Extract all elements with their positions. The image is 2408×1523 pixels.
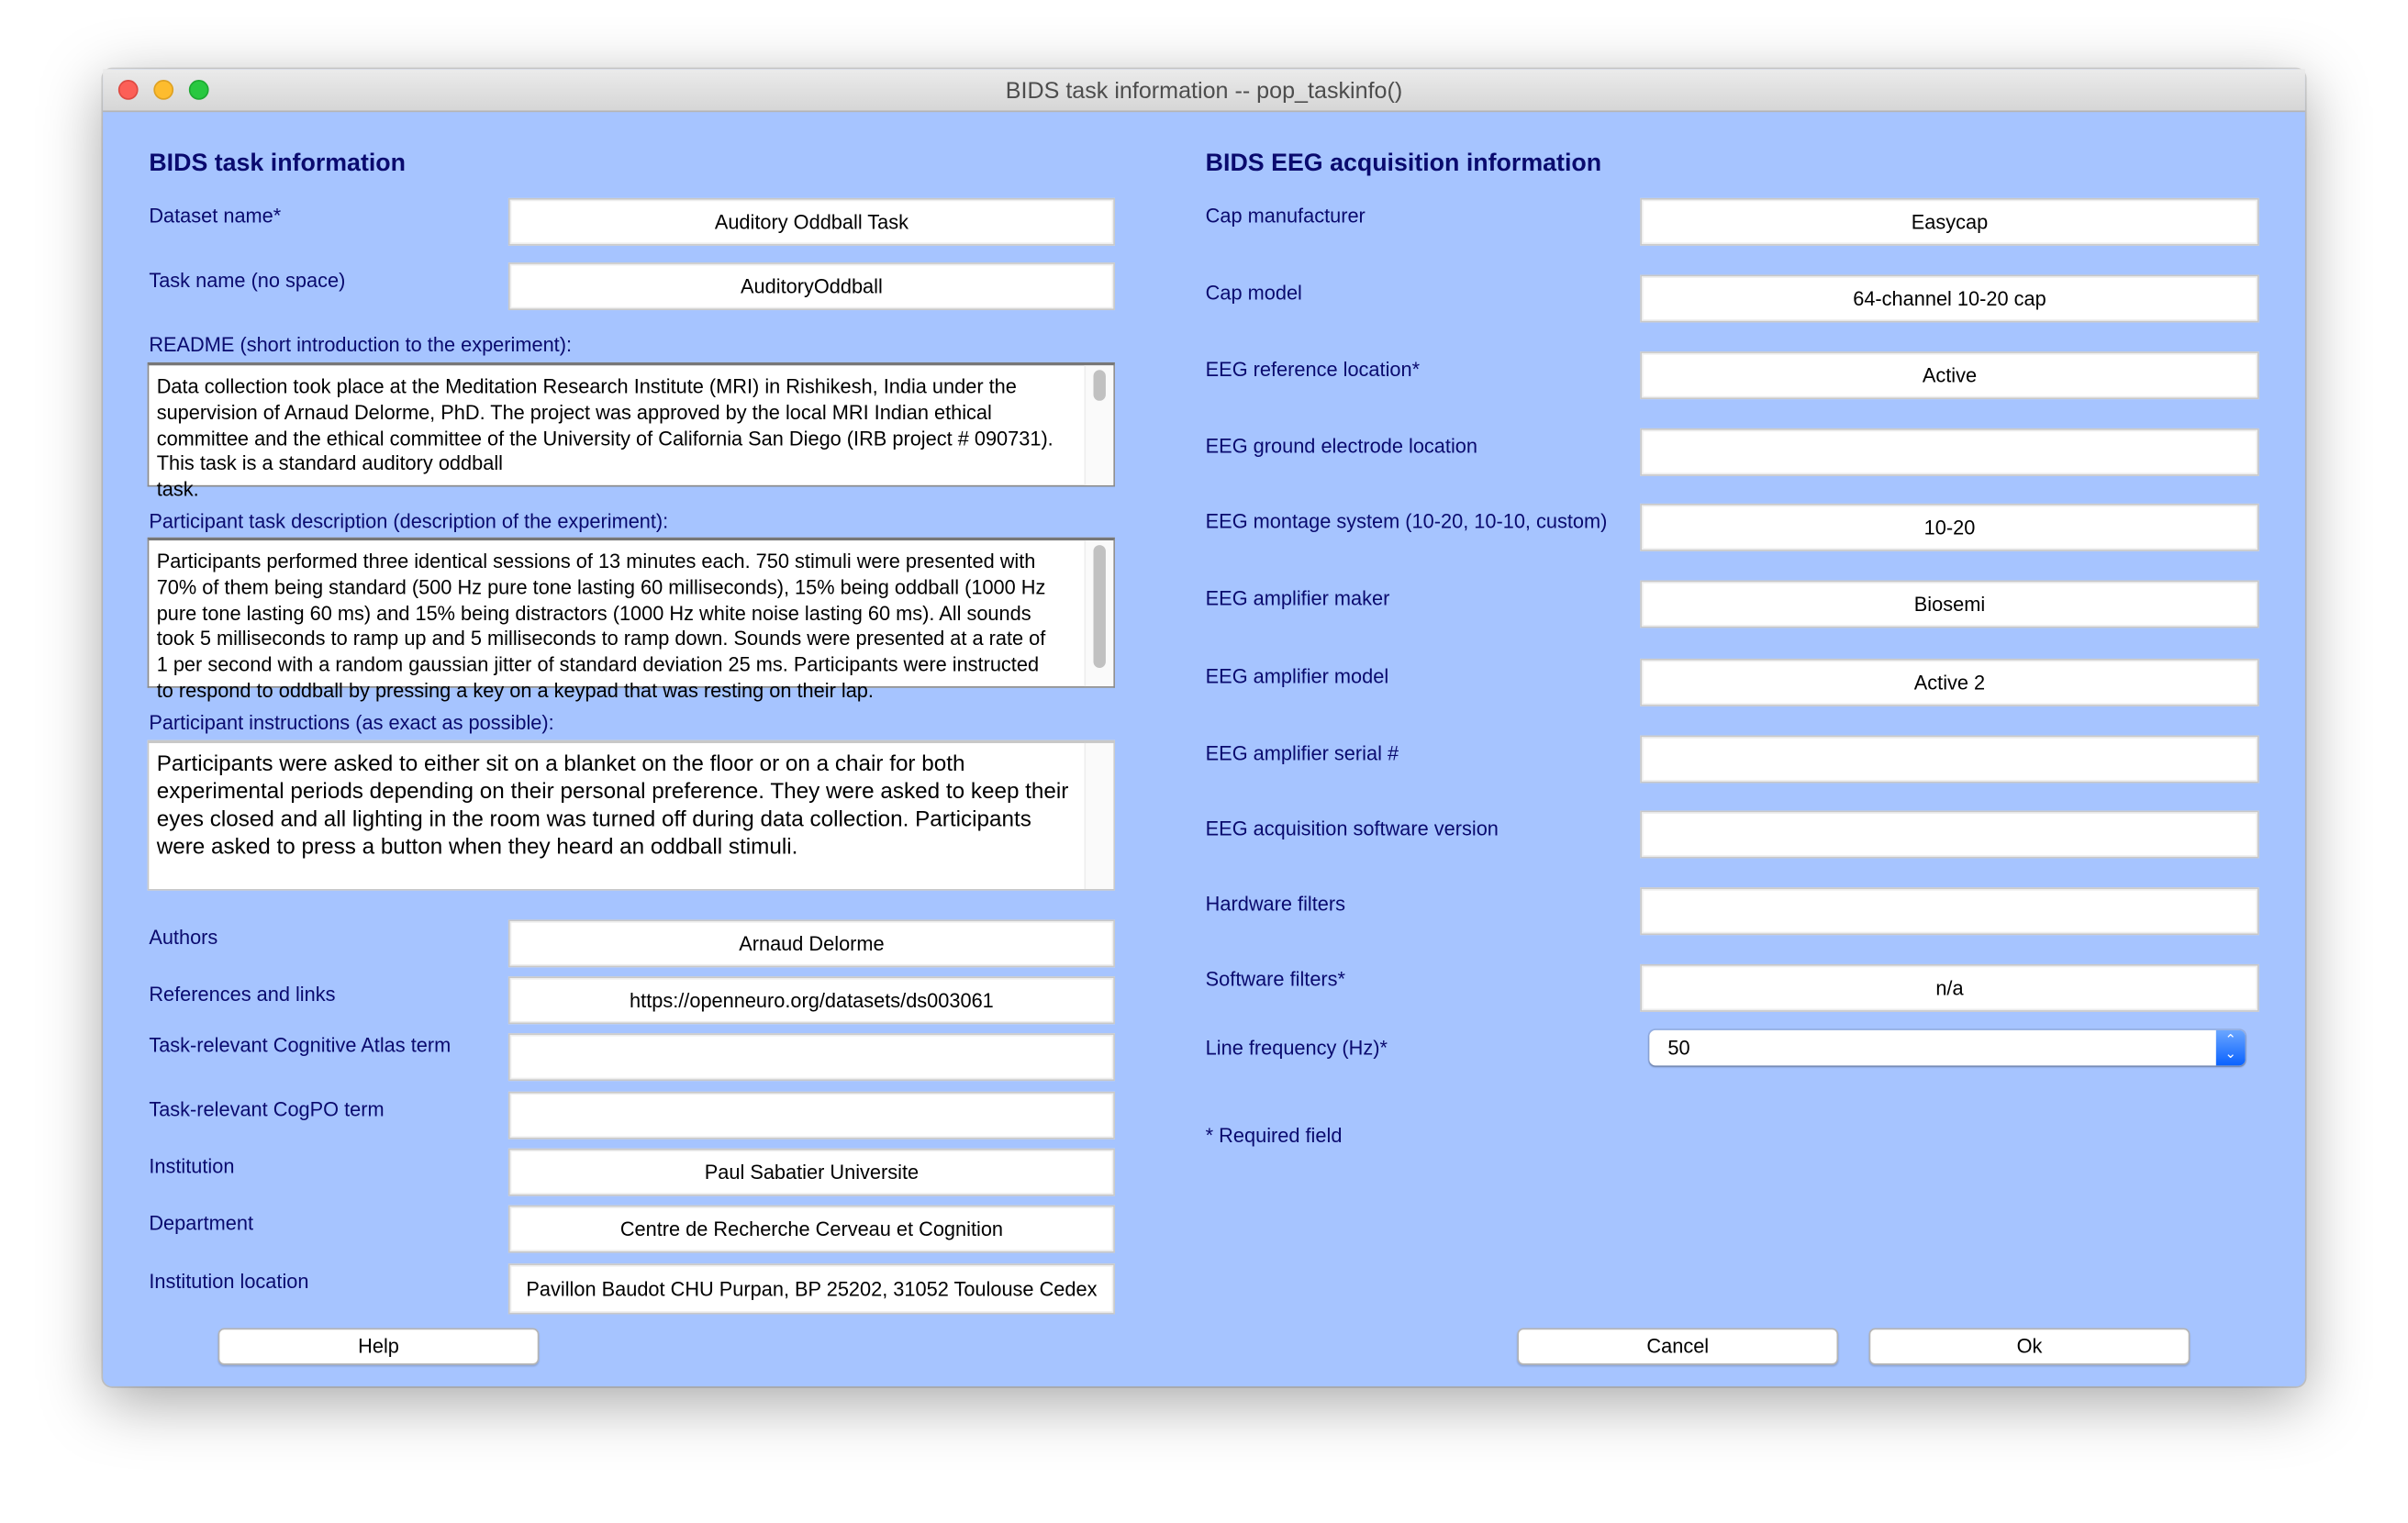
institution-location-input[interactable]: Pavillon Baudot CHU Purpan, BP 25202, 31052 Toulouse Cedex (508, 1263, 1115, 1314)
ground-location-input[interactable] (1640, 428, 2258, 476)
readme-label: README (short introduction to the experiment): (149, 333, 573, 357)
text-line: took 5 milliseconds to ramp up and 5 milliseconds to ramp down. Sounds were presented at a rate of (156, 627, 1046, 650)
text-line: to respond to oddball by pressing a key on a keypad that was resting on their lap. (156, 678, 874, 702)
window-title: BIDS task information -- pop_taskinfo() (1005, 78, 1403, 105)
task-description-textarea[interactable] (148, 538, 1115, 702)
scrollbar[interactable] (1084, 365, 1113, 485)
cap-manufacturer-input[interactable]: Easycap (1640, 198, 2258, 246)
amplifier-model-input[interactable]: Active 2 (1640, 659, 2258, 706)
hardware-filters-label: Hardware filters (1205, 892, 1346, 916)
line-frequency-label: Line frequency (Hz)* (1205, 1036, 1388, 1060)
text-line: Participants performed three identical sessions of 13 minutes each. 750 stimuli were presented with (156, 550, 1036, 573)
ok-button[interactable]: Ok (1869, 1328, 2191, 1365)
text-line: 70% of them being standard (500 Hz pure tone lasting 60 milliseconds), 15% being oddball (1000 Hz (156, 575, 1046, 599)
software-version-label: EEG acquisition software version (1205, 817, 1499, 840)
scrollbar[interactable] (1084, 743, 1113, 889)
amplifier-serial-input[interactable] (1640, 736, 2258, 784)
text-line: committee and the ethical committee of the University of California San Diego (IRB project # 090731). (156, 426, 1054, 450)
cogpo-label: Task-relevant CogPO term (149, 1097, 385, 1121)
cap-model-input[interactable]: 64-channel 10-20 cap (1640, 275, 2258, 323)
scrollbar-thumb[interactable] (1094, 370, 1106, 400)
line-frequency-value: 50 (1667, 1036, 1690, 1060)
eeg-info-heading: BIDS EEG acquisition information (1205, 150, 1602, 177)
montage-system-input[interactable]: 10-20 (1640, 504, 2258, 551)
task-description-label: Participant task description (description of the experiment): (149, 509, 669, 533)
amplifier-maker-input[interactable]: Biosemi (1640, 581, 2258, 628)
dataset-name-input[interactable]: Auditory Oddball Task (508, 198, 1115, 246)
cognitive-atlas-label: Task-relevant Cognitive Atlas term (149, 1033, 452, 1057)
title-bar (103, 69, 2305, 112)
software-filters-input[interactable]: n/a (1640, 964, 2258, 1012)
task-name-label: Task name (no space) (149, 268, 346, 292)
text-line: were asked to press a button when they heard an oddball stimuli. (156, 835, 798, 861)
text-line: This task is a standard auditory oddball (156, 451, 504, 475)
cogpo-input[interactable] (508, 1092, 1115, 1139)
ground-location-label: EEG ground electrode location (1205, 434, 1477, 458)
institution-location-label: Institution location (149, 1269, 309, 1294)
text-line: task. (156, 477, 199, 501)
department-input[interactable]: Centre de Recherche Cerveau et Cognition (508, 1206, 1115, 1253)
reference-location-label: EEG reference location* (1205, 357, 1421, 382)
chevron-up-down-icon: ⌃ ⌄ (2216, 1030, 2246, 1065)
cancel-button[interactable]: Cancel (1517, 1328, 1838, 1365)
scrollbar-thumb[interactable] (1094, 545, 1106, 668)
montage-system-label: EEG montage system (10-20, 10-10, custom) (1205, 509, 1608, 533)
text-line: experimental periods depending on their personal preference. They were asked to keep their (156, 780, 1069, 805)
text-line: Participants were asked to either sit on a blanket on the floor or on a chair for both (156, 752, 965, 777)
amplifier-serial-label: EEG amplifier serial # (1205, 741, 1399, 765)
references-input[interactable]: https://openneuro.org/datasets/ds003061 (508, 976, 1115, 1024)
text-line: 1 per second with a random gaussian jitter of standard deviation 25 ms. Participants were instructed (156, 652, 1040, 676)
department-label: Department (149, 1211, 253, 1235)
task-info-heading: BIDS task information (149, 150, 407, 177)
cap-manufacturer-label: Cap manufacturer (1205, 204, 1366, 228)
dataset-name-label: Dataset name* (149, 204, 282, 228)
text-line: eyes closed and all lighting in the room was turned off during data collection. Participants (156, 807, 1031, 833)
software-filters-label: Software filters* (1205, 967, 1346, 991)
required-field-note: * Required field (1205, 1123, 1343, 1148)
cap-model-label: Cap model (1205, 281, 1302, 305)
text-line: Data collection took place at the Meditation Research Institute (MRI) in Rishikesh, India under the (156, 374, 1017, 398)
references-label: References and links (149, 983, 336, 1006)
readme-textarea[interactable] (148, 362, 1115, 501)
cognitive-atlas-input[interactable] (508, 1033, 1115, 1081)
amplifier-maker-label: EEG amplifier maker (1205, 586, 1390, 610)
reference-location-input[interactable]: Active (1640, 351, 2258, 399)
instructions-label: Participant instructions (as exact as possible): (149, 710, 554, 734)
hardware-filters-input[interactable] (1640, 887, 2258, 935)
software-version-input[interactable] (1640, 811, 2258, 859)
instructions-textarea[interactable] (148, 740, 1115, 891)
text-line: supervision of Arnaud Delorme, PhD. The project was approved by the local MRI Indian ethical (156, 400, 992, 424)
line-frequency-select[interactable] (1649, 1030, 2245, 1065)
institution-input[interactable]: Paul Sabatier Universite (508, 1149, 1115, 1196)
text-line: pure tone lasting 60 ms) and 15% being distractors (1000 Hz white noise lasting 60 ms). All sounds (156, 601, 1031, 625)
authors-input[interactable]: Arnaud Delorme (508, 919, 1115, 967)
task-name-input[interactable]: AuditoryOddball (508, 262, 1115, 310)
amplifier-model-label: EEG amplifier model (1205, 664, 1389, 688)
help-button[interactable]: Help (218, 1328, 540, 1365)
institution-label: Institution (149, 1154, 235, 1178)
scrollbar[interactable] (1084, 540, 1113, 686)
authors-label: Authors (149, 926, 218, 950)
